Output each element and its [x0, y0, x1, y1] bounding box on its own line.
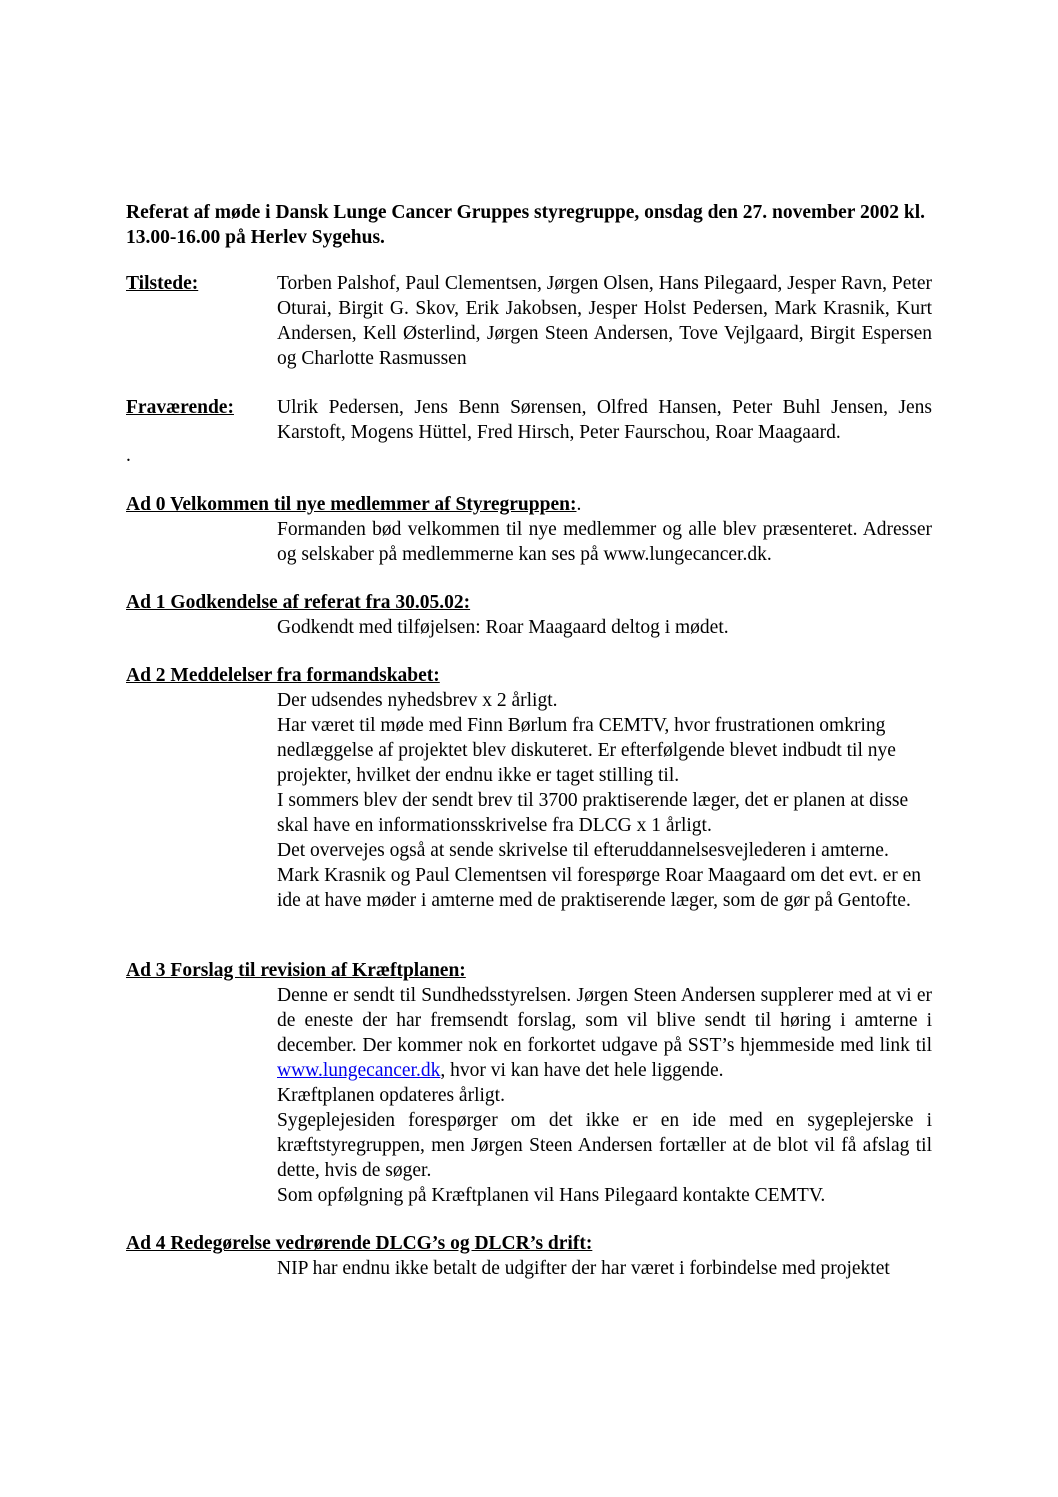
section-2-paragraph-4: Det overvejes også at sende skrivelse til efteruddannelsesvejlederen i amterne. Mark Krasnik og Paul Clementsen vil forespørge Roar Maagaard om det evt. er en ide at have møder i amterne med de praktiserende læger, som de gør på Gentofte. — [277, 840, 922, 911]
section-3-paragraph-1 — [277, 983, 932, 1083]
stray-dot: . — [126, 445, 131, 466]
section-1-paragraph: Godkendt med tilføjelsen: Roar Maagaard deltog i mødet. — [277, 617, 729, 638]
section-4-paragraph: NIP har endnu ikke betalt de udgifter der har været i forbindelse med projektet — [277, 1258, 890, 1279]
section-4-heading: Ad 4 Redegørelse vedrørende DLCG’s og DLCR’s drift: — [126, 1233, 593, 1254]
section-0-body — [277, 517, 932, 567]
section-0-paragraph: Formanden bød velkommen til nye medlemmer og alle blev præsenteret. Adresser og selskaber på medlemmerne kan ses på www.lungecancer.dk. — [277, 519, 932, 565]
section-3-heading: Ad 3 Forslag til revision af Kræftplanen: — [126, 960, 466, 981]
section-3-body — [277, 983, 932, 1208]
section-2-body — [277, 688, 932, 913]
section-1 — [126, 591, 932, 640]
section-1-heading: Ad 1 Godkendelse af referat fra 30.05.02: — [126, 592, 471, 613]
section-2-paragraph-1: Der udsendes nyhedsbrev x 2 årligt. — [277, 690, 558, 711]
section-3-paragraph-3: Sygeplejesiden forespørger om det ikke er en ide med en sygeplejerske i kræftstyregruppen, men Jørgen Steen Andersen fortæller at de blot vil få afslag til dette, hvis de søger. — [277, 1110, 932, 1181]
section-4-body — [277, 1256, 932, 1281]
section-3-paragraph-1-text-b: , hvor vi kan have det hele liggende. — [440, 1060, 724, 1081]
section-2-heading: Ad 2 Meddelelser fra formandskabet: — [126, 665, 440, 686]
section-2 — [126, 664, 932, 913]
section-1-body — [277, 615, 932, 640]
absentees-row — [126, 395, 932, 445]
absentees-label: Fraværende: — [126, 397, 234, 418]
section-2-paragraph-2: Har været til møde med Finn Børlum fra CEMTV, hvor frustrationen omkring nedlæggelse af projektet blev diskuteret. Er efterfølgende blevet indbudt til nye projekter, hvilket der endnu ikke er taget stilling til. — [277, 715, 896, 786]
attendees-label: Tilstede: — [126, 273, 199, 294]
attendees-list: Torben Palshof, Paul Clementsen, Jørgen Olsen, Hans Pilegaard, Jesper Ravn, Peter Oturai, Birgit G. Skov, Erik Jakobsen, Jesper Holst Pedersen, Mark Krasnik, Kurt Andersen, Kell Østerlind, Jørgen Steen Andersen, Tove Vejlgaard, Birgit Espersen og Charlotte Rasmussen — [277, 273, 932, 369]
section-3-paragraph-4: Som opfølgning på Kræftplanen vil Hans Pilegaard kontakte CEMTV. — [277, 1185, 826, 1206]
section-3-paragraph-2: Kræftplanen opdateres årligt. — [277, 1085, 505, 1106]
absentees-list: Ulrik Pedersen, Jens Benn Sørensen, Olfred Hansen, Peter Buhl Jensen, Jens Karstoft, Mogens Hüttel, Fred Hirsch, Peter Faurschou, Roar Maagaard. — [277, 397, 932, 443]
document-title: Referat af møde i Dansk Lunge Cancer Gruppes styregruppe, onsdag den 27. november 2002 kl. 13.00-16.00 på Herlev Sygehus. — [126, 202, 925, 248]
document-page — [126, 200, 932, 1281]
section-0-heading — [126, 493, 932, 517]
section-3 — [126, 959, 932, 1208]
attendees-row — [126, 271, 932, 371]
section-0-heading-text: Ad 0 Velkommen til nye medlemmer af Styregruppen: — [126, 494, 577, 515]
section-4 — [126, 1232, 932, 1281]
section-3-paragraph-1-text-a: Denne er sendt til Sundhedsstyrelsen. Jørgen Steen Andersen supplerer med at vi er de eneste der har fremsendt forslag, som vil blive sendt til høring i amterne i december. Der kommer nok en forkortet udgave på SST’s hjemmeside med link til — [277, 985, 932, 1056]
section-0-heading-tail: . — [576, 494, 582, 515]
section-0 — [126, 493, 932, 567]
lungecancer-link[interactable]: www.lungecancer.dk — [277, 1060, 441, 1081]
section-2-paragraph-3: I sommers blev der sendt brev til 3700 praktiserende læger, det er planen at disse skal have en informationsskrivelse fra DLCG x 1 årligt. — [277, 790, 909, 836]
